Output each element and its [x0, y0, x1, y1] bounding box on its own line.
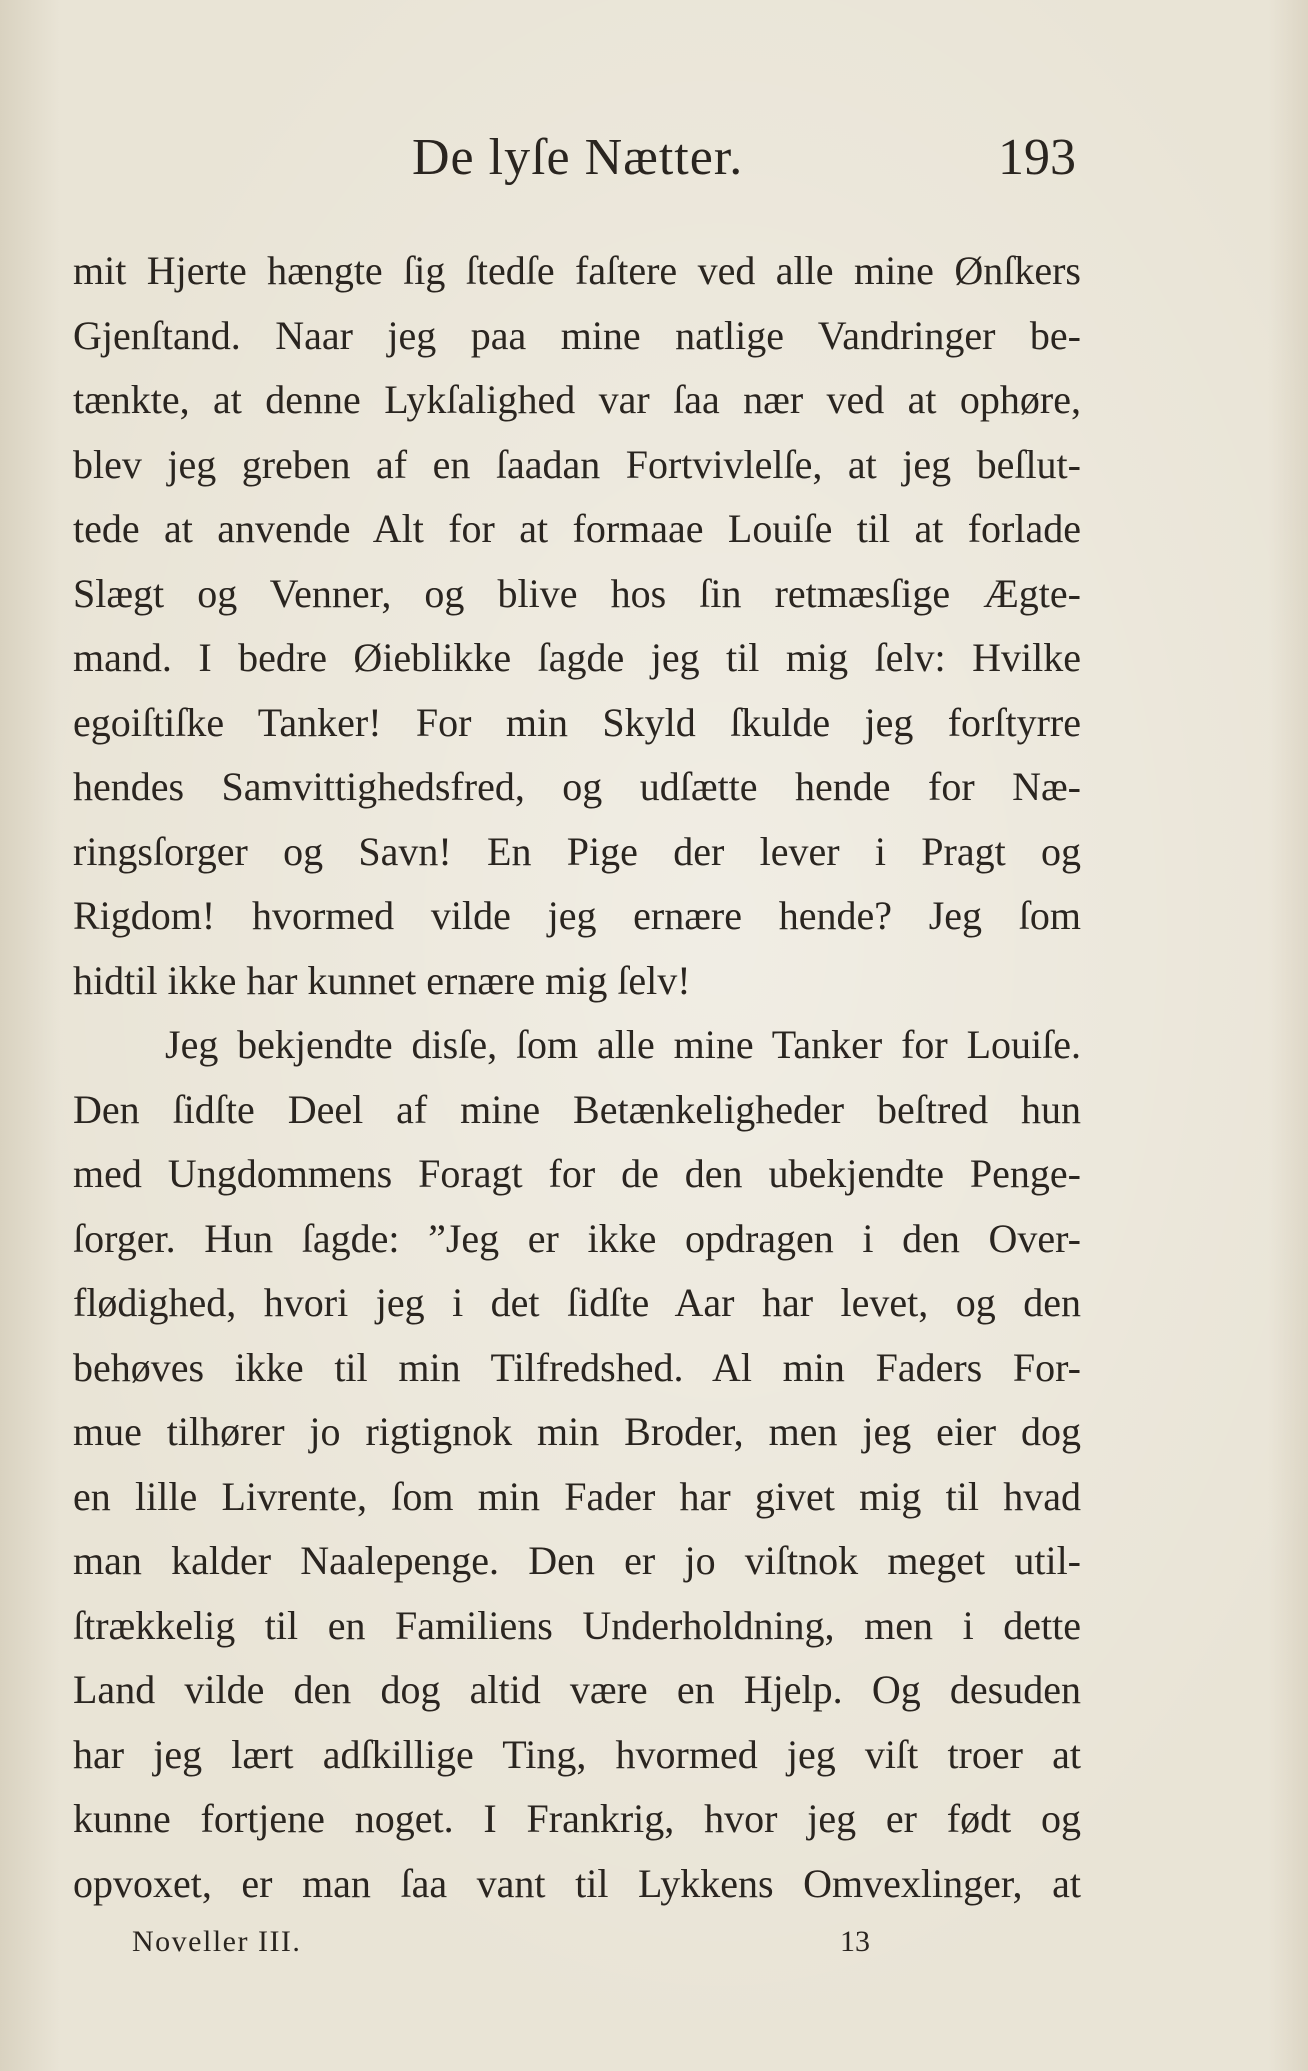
running-head: [0, 126, 1308, 190]
text-line: Rigdom! hvormed vilde jeg ernære hende? Jeg ſom: [73, 893, 1081, 938]
signature-mark: Noveller III.: [132, 1925, 302, 1958]
text-line: Gjenſtand. Naar jeg paa mine natlige Vandringer be-: [73, 312, 1081, 358]
text-line: en lille Livrente, ſom min Fader har givet mig til hvad: [73, 1473, 1081, 1519]
text-line: ringsſorger og Savn! En Pige der lever i Pragt og: [73, 828, 1081, 874]
text-line: mit Hjerte hængte ſig ſtedſe faſtere ved alle mine Ønſkers: [73, 248, 1081, 293]
text-line: flødighed, hvori jeg i det ſidſte Aar har levet, og den: [73, 1280, 1081, 1325]
text-line: Jeg bekjendte disſe, ſom alle mine Tanker for Louiſe.: [165, 1022, 1081, 1067]
text-line: hidtil ikke har kunnet ernære mig ſelv!: [73, 957, 691, 1003]
text-line: hendes Samvittighedsfred, og udſætte hende for Næ-: [73, 764, 1081, 809]
text-line: kunne fortjene noget. I Frankrig, hvor jeg er født og: [73, 1796, 1081, 1841]
text-line: Den ſidſte Deel af mine Betænkeligheder beſtred hun: [73, 1086, 1081, 1132]
sheet-number: 13: [840, 1925, 870, 1958]
body-text: [73, 239, 1081, 1916]
text-line: har jeg lært adſkillige Ting, hvormed jeg viſt troer at: [73, 1731, 1081, 1777]
text-line: behøves ikke til min Tilfredshed. Al min Faders For-: [73, 1344, 1081, 1390]
text-line: tede at anvende Alt for at formaae Louiſe til at forlade: [73, 506, 1081, 551]
text-line: Land vilde den dog altid være en Hjelp. Og desuden: [73, 1667, 1081, 1712]
text-line: ſorger. Hun ſagde: ”Jeg er ikke opdragen i den Over-: [73, 1215, 1081, 1261]
text-line: man kalder Naalepenge. Den er jo viſtnok meget util-: [73, 1538, 1081, 1583]
page-footer: [0, 1922, 1308, 1962]
text-line: Slægt og Venner, og blive hos ſin retmæsſige Ægte-: [73, 570, 1081, 616]
text-line: opvoxet, er man ſaa vant til Lykkens Omvexlinger, at: [73, 1860, 1081, 1906]
running-title: De lyſe Nætter.: [412, 129, 744, 186]
text-line: ſtrækkelig til en Familiens Underholdning, men i dette: [73, 1602, 1081, 1648]
text-line: egoiſtiſke Tanker! For min Skyld ſkulde jeg forſtyrre: [73, 699, 1081, 745]
text-line: tænkte, at denne Lykſalighed var ſaa nær ved at ophøre,: [73, 377, 1081, 422]
text-line: mand. I bedre Øieblikke ſagde jeg til mig ſelv: Hvilke: [73, 635, 1081, 680]
text-line: med Ungdommens Foragt for de den ubekjendte Penge-: [73, 1151, 1081, 1196]
page-number: 193: [998, 129, 1076, 186]
text-line: blev jeg greben af en ſaadan Fortvivlelſe, at jeg beſlut-: [73, 441, 1081, 487]
text-line: mue tilhører jo rigtignok min Broder, men jeg eier dog: [73, 1409, 1081, 1454]
